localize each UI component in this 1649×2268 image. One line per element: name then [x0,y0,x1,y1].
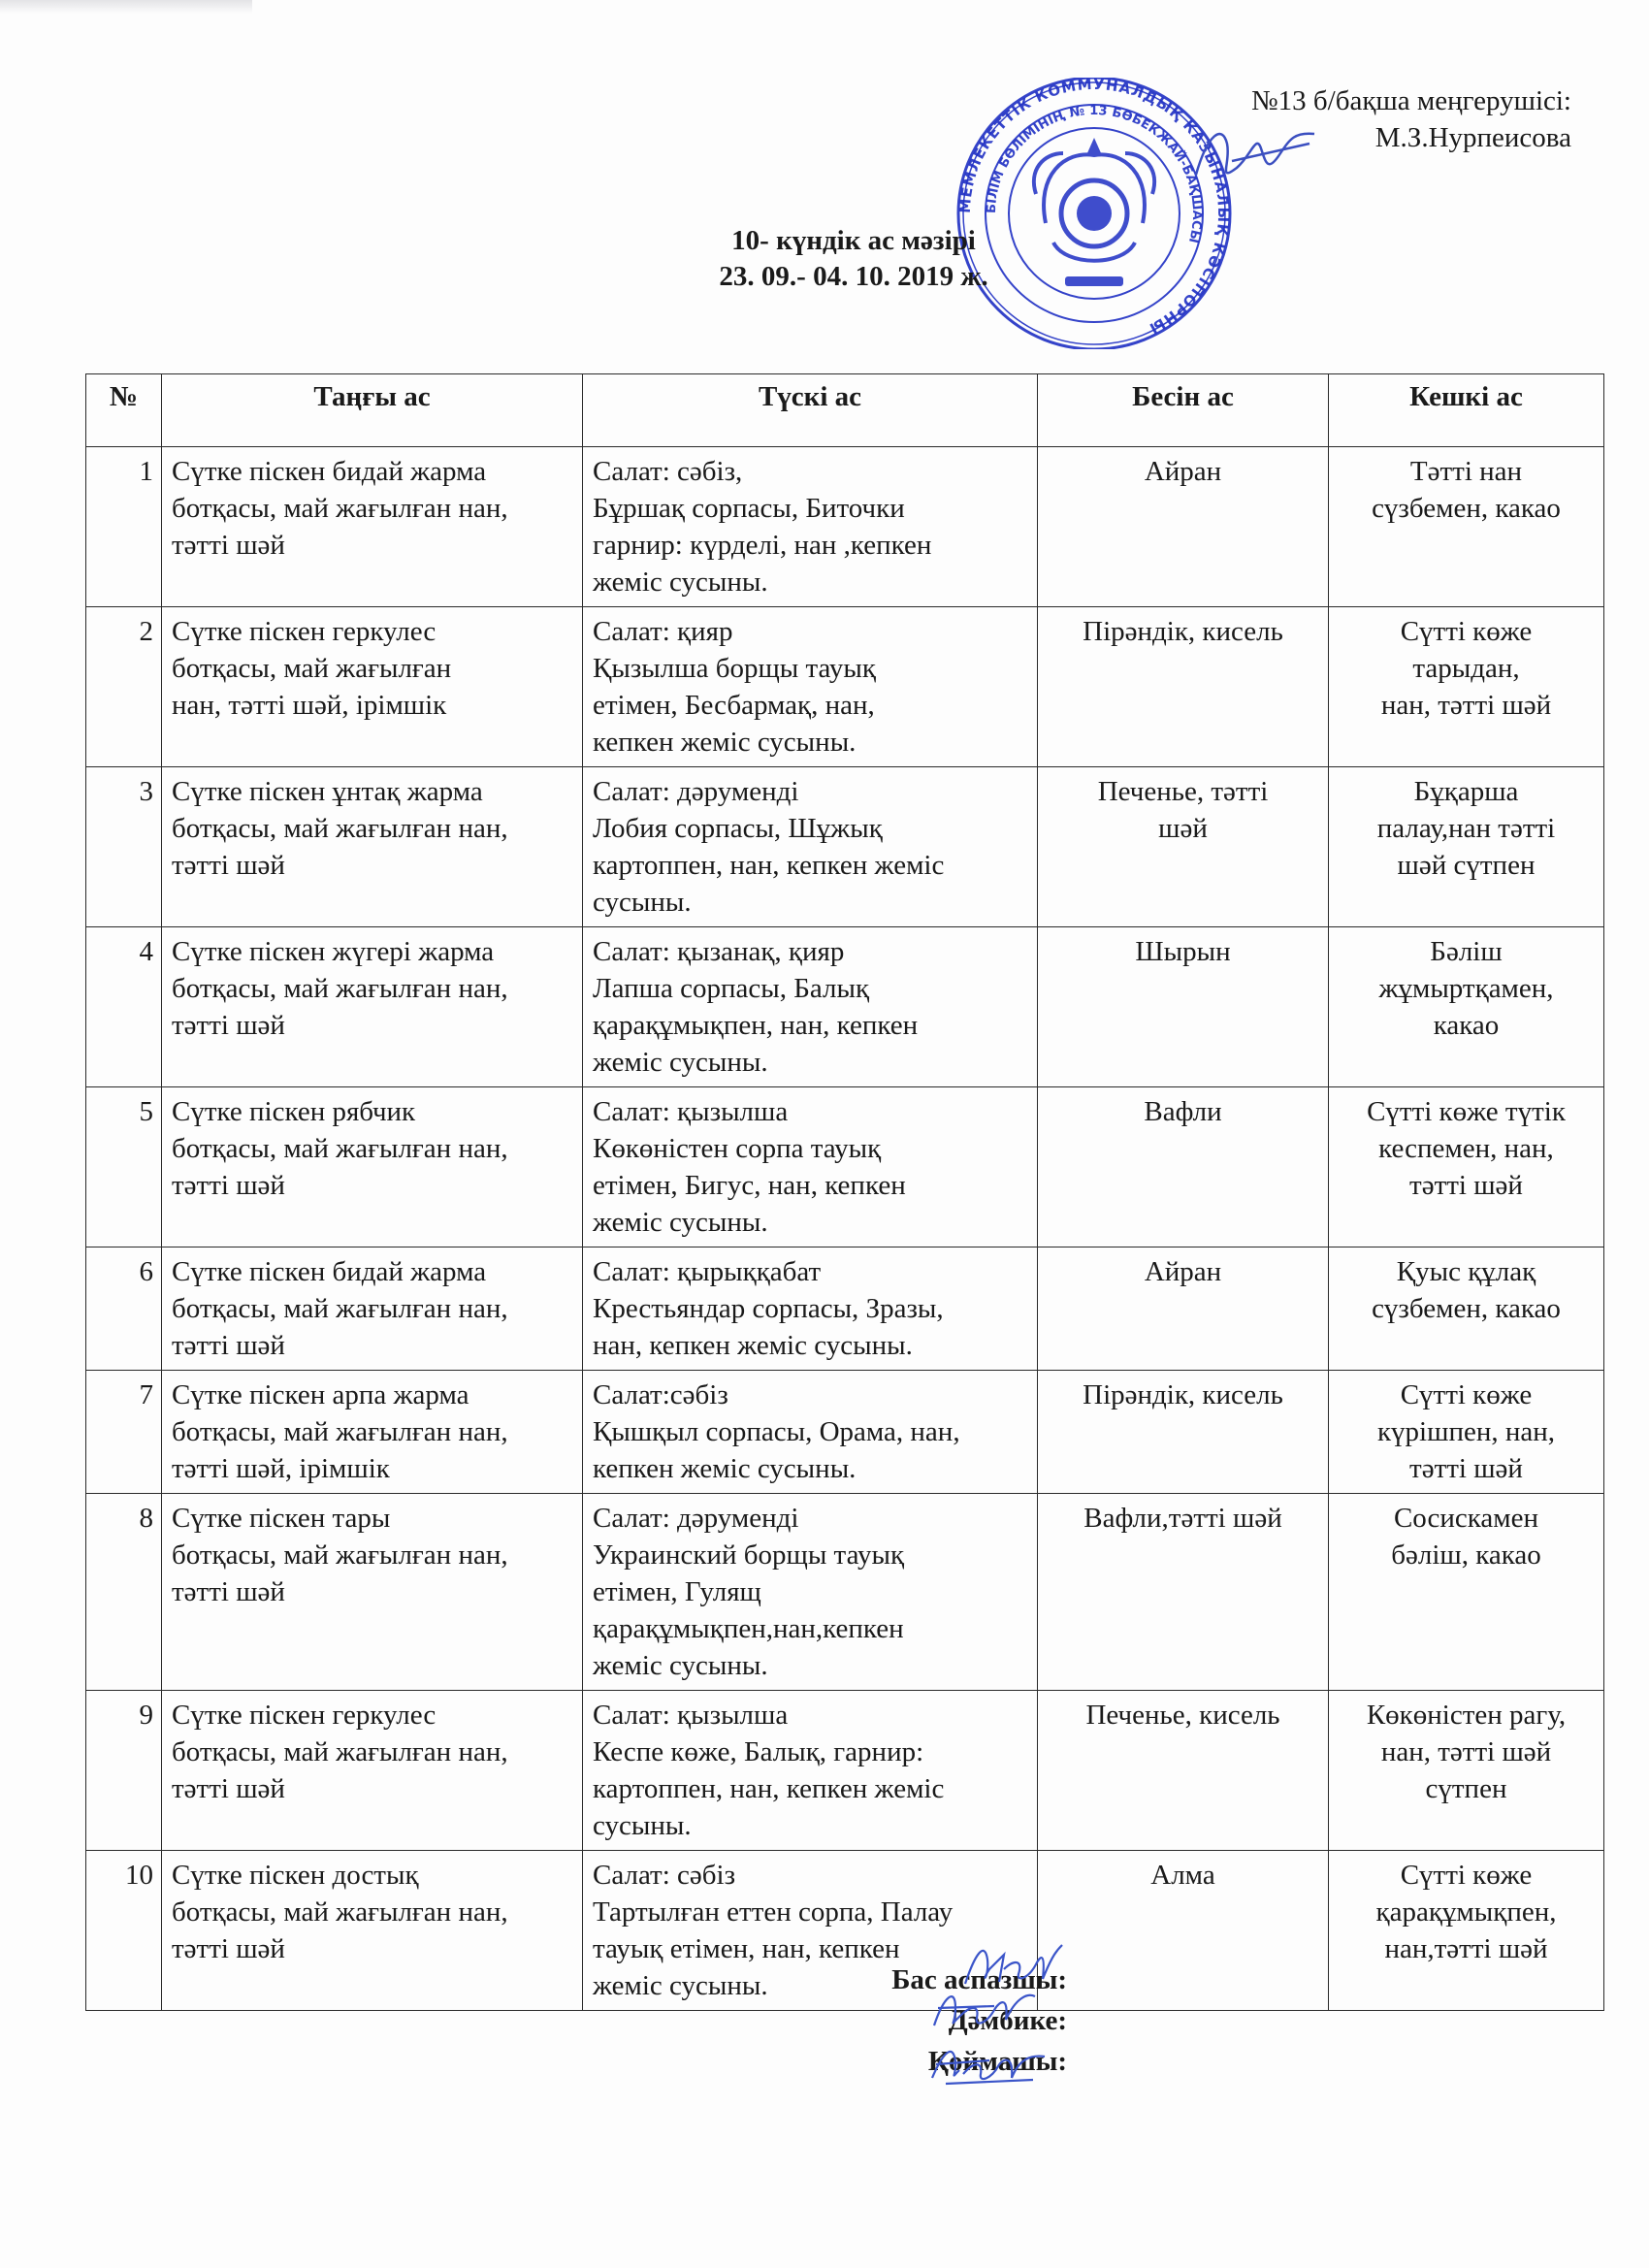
lunch-cell-line: сусыны. [593,887,692,918]
breakfast-cell-line: Сүтке піскен арпа жарма [172,1379,469,1410]
table-row [86,767,1604,927]
dinner-cell [1329,1851,1604,2011]
table-row [86,1494,1604,1691]
lunch-cell-line: жеміс сусыны. [593,1650,768,1681]
lunch-cell-line: Салат: қызылша [593,1096,789,1127]
breakfast-cell-line: Сүтке піскен бидай жарма [172,456,487,487]
breakfast-cell [162,607,583,767]
lunch-cell-line: қарақұмықпен,нан,кепкен [593,1613,904,1644]
stamp-outer-ring-text: МЕМЛЕКЕТТІК КОММУНАЛДЫҚ КАЗЫНАЛЫҚ КӘСІПОРНЫ [955,78,1233,339]
breakfast-cell-line: Сүтке піскен геркулес [172,616,436,647]
lunch-cell-line: жеміс сусыны. [593,1047,768,1078]
dinner-cell-line: бәліш, какао [1391,1539,1541,1571]
lunch-cell [583,447,1038,607]
snack-cell-line: Печенье, тәтті [1097,776,1269,807]
dinner-cell-line: шәй сүтпен [1397,850,1536,881]
breakfast-cell [162,1691,583,1851]
row-number: 10 [86,1851,162,2011]
dinner-cell-line: нан, тәтті шәй [1380,1736,1552,1767]
lunch-cell-line: қарақұмықпен, нан, кепкен [593,1010,919,1041]
dinner-cell-line: Сүтті көже [1400,1860,1533,1891]
breakfast-cell-line: тәтті шәй [172,1773,285,1804]
lunch-cell-line: Салат: қызылша [593,1700,789,1731]
dinner-cell [1329,1371,1604,1494]
breakfast-cell-line: ботқасы, май жағылған нан, [172,1293,508,1324]
dinner-cell-line: Сосискамен [1393,1503,1539,1534]
breakfast-cell-line: тәтті шәй [172,1933,285,1964]
dinner-cell-line: Қуыс құлақ [1396,1256,1536,1287]
snack-cell [1038,1087,1329,1247]
breakfast-cell [162,767,583,927]
lunch-cell-line: Салат: қияр [593,616,733,647]
lunch-cell-line: кепкен жеміс сусыны. [593,727,857,758]
breakfast-cell-line: ботқасы, май жағылған [172,653,452,684]
header-number: № [86,374,162,447]
header-dinner: Кешкі ас [1329,374,1604,447]
lunch-cell-line: Қызылша борщы тауық [593,653,877,684]
snack-cell-line: Вафли [1144,1096,1222,1127]
row-number: 2 [86,607,162,767]
dinner-cell-line: қарақұмықпен, [1375,1896,1557,1928]
lunch-cell-line: гарнир: күрделі, нан ,кепкен [593,530,932,561]
breakfast-cell [162,927,583,1087]
lunch-cell-line: Салат: қырыққабат [593,1256,822,1287]
snack-cell [1038,1371,1329,1494]
lunch-cell-line: Лобия сорпасы, Шұжық [593,813,883,844]
lunch-cell-line: Тартылған еттен сорпа, Палау [593,1896,954,1928]
lunch-cell-line: жеміс сусыны. [593,1970,768,2001]
snack-cell [1038,1691,1329,1851]
dinner-cell [1329,1494,1604,1691]
breakfast-cell [162,1087,583,1247]
dinner-cell-line: сүзбемен, какао [1372,1293,1561,1324]
lunch-cell-line: сусыны. [593,1810,692,1841]
table-row [86,1371,1604,1494]
snack-cell-line: Алма [1150,1860,1215,1891]
dinner-cell-line: Сүтті көже түтік [1367,1096,1566,1127]
breakfast-cell-line: Сүтке піскен геркулес [172,1700,436,1731]
header-lunch: Түскі ас [583,374,1038,447]
dinner-cell [1329,1087,1604,1247]
lunch-cell [583,1087,1038,1247]
lunch-cell [583,767,1038,927]
lunch-cell-line: кепкен жеміс сусыны. [593,1453,857,1484]
lunch-cell [583,1494,1038,1691]
lunch-cell [583,1247,1038,1371]
breakfast-cell-line: ботқасы, май жағылған нан, [172,1896,508,1928]
breakfast-cell-line: тәтті шәй [172,850,285,881]
title-line-1: 10- күндік ас мәзірі [731,225,976,256]
approval-name: М.З.Нурпеисова [1374,122,1571,153]
document-title [543,223,1164,295]
breakfast-cell-line: Сүтке піскен рябчик [172,1096,416,1127]
snack-cell-line: Вафли,тәтті шәй [1083,1503,1282,1534]
snack-cell [1038,1851,1329,2011]
lunch-cell-line: Лапша сорпасы, Балық [593,973,870,1004]
breakfast-cell-line: ботқасы, май жағылған нан, [172,1416,508,1447]
dinner-cell-line: Тәтті нан [1409,456,1523,487]
lunch-cell [583,1371,1038,1494]
table-row [86,1691,1604,1851]
dinner-cell-line: күрішпен, нан, [1376,1416,1556,1447]
dinner-cell-line: нан,тәтті шәй [1384,1933,1548,1964]
snack-cell-line: Айран [1144,456,1222,487]
snack-cell-line: Айран [1144,1256,1222,1287]
dinner-cell-line: нан, тәтті шәй [1380,690,1552,721]
dinner-cell-line: сүтпен [1425,1773,1507,1804]
breakfast-cell-line: Сүтке піскен достық [172,1860,419,1891]
dinner-cell [1329,447,1604,607]
breakfast-cell-line: тәтті шәй, ірімшік [172,1453,390,1484]
dinner-cell-line: кеспемен, нан, [1378,1133,1554,1164]
table-row [86,927,1604,1087]
lunch-cell [583,927,1038,1087]
lunch-cell-line: етімен, Бесбармақ, нан, [593,690,875,721]
signer-dietitian: Дәмбике: [948,2005,1067,2036]
lunch-cell-line: жеміс сусыны. [593,567,768,598]
snack-cell [1038,447,1329,607]
row-number: 8 [86,1494,162,1691]
dinner-cell-line: Көкөністен рагу, [1366,1700,1567,1731]
row-number: 6 [86,1247,162,1371]
lunch-cell-line: тауық етімен, нан, кепкен [593,1933,900,1964]
dinner-cell-line: какао [1433,1010,1500,1041]
breakfast-cell-line: Сүтке піскен ұнтақ жарма [172,776,483,807]
row-number: 4 [86,927,162,1087]
dinner-cell-line: жұмыртқамен, [1378,973,1554,1004]
header-breakfast: Таңғы ас [162,374,583,447]
signer-storekeeper: Қоймашы: [927,2046,1067,2077]
snack-cell [1038,927,1329,1087]
breakfast-cell-line: ботқасы, май жағылған нан, [172,813,508,844]
dinner-cell-line: тәтті шәй [1409,1170,1523,1201]
dinner-cell-line: палау,нан тәтті [1376,813,1556,844]
row-number: 5 [86,1087,162,1247]
lunch-cell-line: Көкөністен сорпа тауық [593,1133,882,1164]
table-row [86,1087,1604,1247]
table-body [86,447,1604,2011]
dinner-cell-line: тарыдан, [1412,653,1520,684]
snack-cell-line: Пірәндік, кисель [1083,616,1283,647]
breakfast-cell-line: ботқасы, май жағылған нан, [172,493,508,524]
dinner-cell-line: сүзбемен, какао [1372,493,1561,524]
lunch-cell-line: Салат:сәбіз [593,1379,728,1410]
breakfast-cell-line: ботқасы, май жағылған нан, [172,1539,508,1571]
row-number: 9 [86,1691,162,1851]
lunch-cell [583,1691,1038,1851]
lunch-cell-line: жеміс сусыны. [593,1207,768,1238]
row-number: 1 [86,447,162,607]
breakfast-cell-line: нан, тәтті шәй, ірімшік [172,690,447,721]
snack-cell-line: Шырын [1135,936,1231,967]
table-row [86,1247,1604,1371]
breakfast-cell-line: Сүтке піскен бидай жарма [172,1256,487,1287]
lunch-cell-line: Кеспе көже, Балық, гарнир: [593,1736,924,1767]
dinner-cell [1329,1247,1604,1371]
breakfast-cell-line: ботқасы, май жағылған нан, [172,973,508,1004]
breakfast-cell-line: тәтті шәй [172,1576,285,1607]
breakfast-cell-line: ботқасы, май жағылған нан, [172,1133,508,1164]
breakfast-cell-line: Сүтке піскен тары [172,1503,391,1534]
header-snack: Бесін ас [1038,374,1329,447]
approval-position: №13 б/бақша меңгерушісі: [1250,85,1571,116]
snack-cell [1038,1247,1329,1371]
dinner-cell-line: Сүтті көже [1400,616,1533,647]
breakfast-cell-line: тәтті шәй [172,1170,285,1201]
breakfast-cell [162,1494,583,1691]
breakfast-cell-line: Сүтке піскен жүгері жарма [172,936,495,967]
dinner-cell-line: Бәліш [1430,936,1503,967]
lunch-cell-line: Украинский борщы тауық [593,1539,905,1571]
stamp-inner-ring-text: БІЛІМ БӨЛІМІНІҢ № 13 БӨБЕКЖАЙ-БАҚШАСЫ [984,103,1205,244]
row-number: 3 [86,767,162,927]
lunch-cell-line: Бұршақ сорпасы, Биточки [593,493,905,524]
lunch-cell-line: Салат: сәбіз [593,1860,736,1891]
lunch-cell-line: нан, кепкен жеміс сусыны. [593,1330,913,1361]
dinner-cell-line: Сүтті көже [1400,1379,1533,1410]
snack-cell-line: Пірәндік, кисель [1083,1379,1283,1410]
lunch-cell [583,607,1038,767]
lunch-cell-line: етімен, Гулящ [593,1576,761,1607]
snack-cell-line: Печенье, кисель [1085,1700,1280,1731]
dinner-cell [1329,767,1604,927]
breakfast-cell-line: ботқасы, май жағылған нан, [172,1736,508,1767]
dinner-cell [1329,1691,1604,1851]
snack-cell [1038,767,1329,927]
lunch-cell-line: Крестьяндар сорпасы, Зразы, [593,1293,944,1324]
breakfast-cell [162,1371,583,1494]
breakfast-cell-line: тәтті шәй [172,530,285,561]
dinner-cell-line: Бұқарша [1413,776,1519,807]
scan-edge-shadow [0,0,252,14]
dietitian-signature [926,1979,1043,2037]
lunch-cell-line: Қышқыл сорпасы, Орама, нан, [593,1416,960,1447]
lunch-cell-line: Салат: қызанақ, қияр [593,936,845,967]
dinner-cell [1329,607,1604,767]
approval-block [1164,82,1571,156]
snack-cell [1038,1494,1329,1691]
table-row [86,607,1604,767]
dinner-cell-line: тәтті шәй [1409,1453,1523,1484]
title-line-2: 23. 09.- 04. 10. 2019 ж. [719,261,988,292]
lunch-cell-line: етімен, Бигус, нан, кепкен [593,1170,906,1201]
breakfast-cell [162,447,583,607]
table-row [86,447,1604,607]
dinner-cell [1329,927,1604,1087]
lunch-cell-line: картоппен, нан, кепкен жеміс [593,850,945,881]
signer-chef: Бас аспазшы: [891,1964,1067,1995]
menu-table [85,373,1604,2011]
storekeeper-signature [926,2035,1052,2093]
snack-cell [1038,607,1329,767]
table-header-row [86,374,1604,447]
lunch-cell-line: Салат: дәруменді [593,1503,799,1534]
snack-cell-line: шәй [1158,813,1208,844]
lunch-cell-line: Салат: сәбіз, [593,456,743,487]
row-number: 7 [86,1371,162,1494]
breakfast-cell-line: тәтті шәй [172,1010,285,1041]
breakfast-cell [162,1247,583,1371]
lunch-cell-line: картоппен, нан, кепкен жеміс [593,1773,945,1804]
breakfast-cell [162,1851,583,2011]
breakfast-cell-line: тәтті шәй [172,1330,285,1361]
lunch-cell-line: Салат: дәруменді [593,776,799,807]
